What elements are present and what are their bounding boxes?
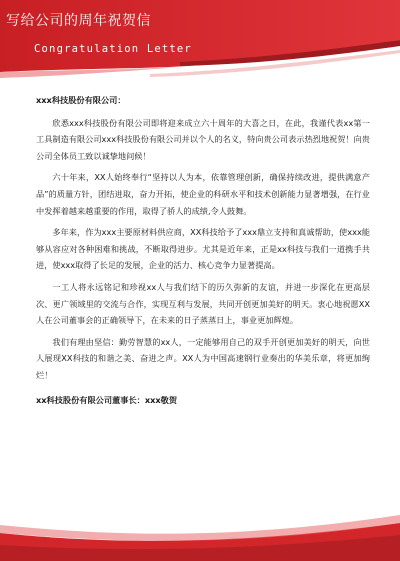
letter-paragraph: 六十年来，XX人始终奉行“坚持以人为本，依靠管理创新，确保持续改进，提供满意产品”的质量方针，团结进取，奋力开拓，使企业的科研水平和技术创新能力显著增强，在行业中发挥着越来越重要的作用，取得了骄人的成绩,令人鼓舞。 (36, 172, 370, 216)
letter-paragraph: 我们有理由坚信：勤劳智慧的xx人，一定能够用自己的双手开创更加美好的明天，向世人展现XX科技的和谐之美、奋进之声。XX人为中国高速钢行业奏出的华美乐章，将更加绚烂！ (36, 336, 370, 380)
letter-paragraph: 多年来，作为xxx主要原材料供应商，XX科技给予了xxx鼎立支持和真诚帮助，使xxx能够从容应对各种困难和挑战，不断取得进步。尤其是近年来，正是xx科技与我们一道携手共进，使xxx取得了长足的发展，企业的活力、核心竞争力显著提高。 (36, 227, 370, 271)
letter-signature: xx科技股份有限公司董事长：xxx敬贺 (36, 394, 178, 405)
page-title: 写给公司的周年祝贺信 (6, 13, 151, 29)
letter-paragraph: 欣悉xxx科技股份有限公司即将迎来成立六十周年的大喜之日，在此，我谨代表xx第一工具制造有限公司xxx科技股份有限公司并以个人的名义，特向贵公司表示热烈地祝贺！向贵公司全体员工致以诚挚地问候！ (36, 117, 370, 161)
letter-paragraph: 一工人将永远铭记和珍视xx人与我们结下的历久弥新的友谊，并进一步深化在更高层次、更广领域里的交流与合作，实现互利与发展，共同开创更加美好的明天。衷心地祝愿XX人在公司董事会的正确领导下，在未来的日子蒸蒸日上，事业更加辉煌。 (36, 281, 370, 326)
letter-body (36, 92, 370, 408)
letter-salutation: xxx科技股份有限公司： (36, 95, 126, 105)
footer-banner (0, 503, 400, 561)
header-banner (0, 0, 400, 90)
footer-wave-graphic (0, 503, 400, 561)
page-subtitle: Congratulation Letter (34, 43, 192, 55)
